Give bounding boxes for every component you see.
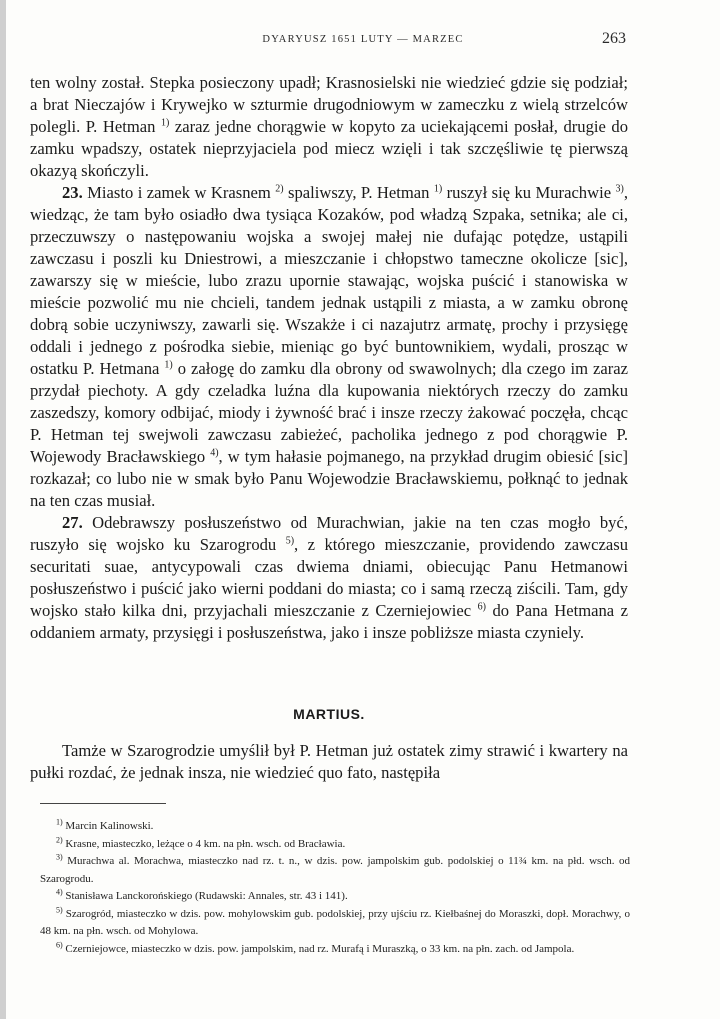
footnotes (40, 818, 630, 958)
footnote-marker: 5) (56, 904, 63, 914)
footnote-marker: 1) (56, 817, 63, 827)
footnote-marker: 4) (56, 887, 63, 897)
footnote-reference: 5) (285, 535, 295, 547)
footnote-text: Marcin Kalinowski. (62, 820, 154, 832)
text-run: Miasto i zamek w Krasnem (82, 183, 276, 202)
text-run: ten wolny został. Stepka posieczony upadł; Krasnosielski nie wiedzieć gdzie się podział; a brat Nieczajów i Krywejko w szturmie drugodniowym w zameczku z wielą strzelców polegli. P. Hetman (30, 73, 628, 136)
footnote-reference: 2) (275, 183, 284, 195)
footnote-marker: 2) (56, 834, 63, 844)
paragraph (30, 182, 628, 512)
footnote (40, 853, 630, 888)
text-run: Odebrawszy posłuszeństwo od Murachwian, jakie na ten czas mogło być, ruszyło się wojsko ku Szarogrodu (30, 513, 628, 554)
footnote-reference: 1) (433, 183, 443, 195)
paragraph (30, 512, 628, 644)
paragraph-number: 23. (62, 183, 83, 202)
page-number: 263 (602, 30, 626, 47)
text-run: zaraz jedne chorągwie w kopyto za uciekającemi posłał, drugie do zamku wpadszy, ostatek nieprzyjaciela pod miecz wzięli i tak szczęśliwie tę pierwszą okazyą skończyli. (30, 117, 628, 180)
footnote-reference: 3) (615, 183, 624, 195)
footnote-marker: 3) (56, 852, 63, 862)
footnote-reference: 6) (477, 601, 486, 613)
paragraph-number: 27. (62, 513, 83, 532)
text-run: spaliwszy, P. Hetman (283, 183, 434, 202)
text-run: o załogę do zamku dla obrony od swawolnych; dla czego im zaraz przydał piechoty. A gdy czeladka luźna dla kupowania niektórych rzeczy do zamku zaszedszy, komory odbijać, miody i żywność brać i insze rzeczy żakować poczęła, chcąc P. Hetman tej swejwoli zawczasu zabieżeć, pacholika jednego z pod chorągwie P. Wojewody Bracławskiego (30, 359, 628, 466)
text-run: do Pana Hetmana z oddaniem armaty, przysięgi i posłuszeństwa, jako i insze pobliższe miasta czyniely. (30, 601, 628, 642)
paragraph (30, 72, 628, 182)
section-heading: MARTIUS. (293, 706, 365, 722)
footnote (40, 818, 630, 836)
footnote (40, 906, 630, 941)
footnote (40, 836, 630, 854)
text-run: , wiedząc, że tam było osiadło dwa tysiąca Kozaków, pod władzą Szpaka, setnika; ale ci, przeczuwszy o następowaniu wojska a swojej małej nie dufając potędze, ustąpili zawczasu i poszli ku Dniestrowi, a mieszczanie i chłopstwo tameczne okolicze [sic], zawarszy się w mieście, lubo zrazu upornie stawając, wojska puścić i stanowiska w mieście pozwolić mu nie chcieli, tandem jednak ustąpili z miasta, a w zamku obronę dobrą sobie uczyniwszy, zawarli się. Wszakże i ci nazajutrz armatę, prochy i przysięgę oddali i jednego z pośrodka siebie, mieniąc go być buntownikiem, wydali, prosząc w ostatku P. Hetmana (30, 183, 628, 378)
footnote-text: Krasne, miasteczko, leżące o 4 km. na płn. wsch. od Bracławia. (62, 837, 346, 850)
footnote-text: Murachwa al. Morachwa, miasteczko nad rz. t. n., w dzis. pow. jampolskim gub. podolskiej o 11¾ km. na płd. wsch. od Szarogrodu. (40, 855, 630, 885)
footnote-marker: 6) (56, 939, 63, 949)
footnote-reference: 4) (210, 447, 219, 459)
footnote-reference: 1) (160, 117, 170, 129)
footnote-rule (40, 803, 166, 804)
footnote (40, 941, 630, 959)
running-head (6, 30, 720, 54)
main-text (30, 72, 628, 644)
text-run: ruszył się ku Murachwie (442, 183, 616, 202)
running-title: DYARYUSZ 1651 LUTY — MARZEC (262, 34, 464, 45)
text-run: , z którego mieszczanie, providendo zawczasu securitati suae, antycypowali czas dwiema dniami, obiecując Panu Hetmanowi posłuszeństwo i puścić jako wierni poddani do miasta; co i samą rzeczą ziścili. Tam, gdy wojsko stało kilka dni, przyjachali mieszczanie z Czerniejowiec (30, 535, 628, 620)
footnote-text: Stanisława Lanckorońskiego (Rudawski: Annales, str. 43 i 141). (62, 890, 348, 902)
text-run: , w tym hałasie pojmanego, na przykład drugim obiesić [sic] rozkazał; co lubo nie w smak było Panu Wojewodzie Bracławskiemu, połknąć to jednak na ten czas musiał. (30, 447, 628, 510)
footnote (40, 888, 630, 906)
section-paragraph: Tamże w Szarogrodzie umyślił był P. Hetman już ostatek zimy strawić i kwartery na pułki rozdać, że jednak insza, nie wiedzieć quo fato, następiła (30, 741, 628, 782)
footnote-reference: 1) (164, 359, 173, 371)
footnote-text: Czerniejowce, miasteczko w dzis. pow. jampolskim, nad rz. Murafą i Muraszką, o 33 km. na płn. zach. od Jampola. (62, 942, 575, 955)
footnote-text: Szarogród, miasteczko w dzis. pow. mohylowskim gub. podolskiej, przy ujściu rz. Kiełbaśnej do Moraszki, dopł. Morachwy, o 48 km. na płn. wsch. od Mohylowa. (40, 907, 630, 937)
